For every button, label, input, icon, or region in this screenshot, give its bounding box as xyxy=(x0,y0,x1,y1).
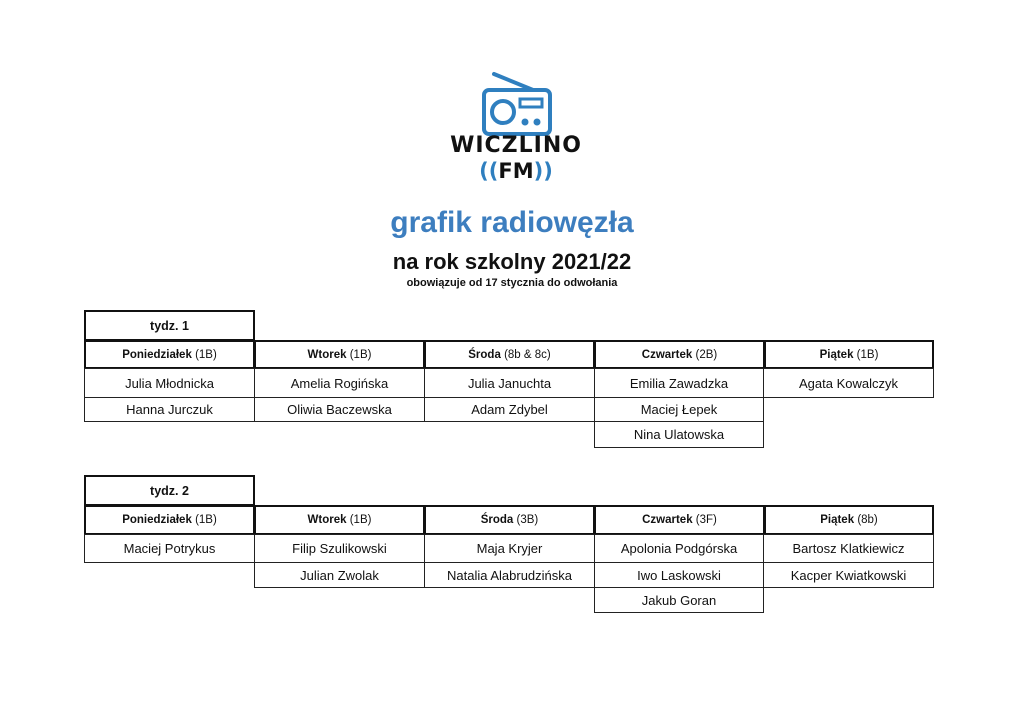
student-name: Iwo Laskowski xyxy=(594,562,764,588)
logo-fm xyxy=(440,159,592,183)
student-name: Julia Januchta xyxy=(424,368,595,398)
day-header: Środa (8b & 8c) xyxy=(424,340,595,369)
logo-fm-text: FM xyxy=(498,159,534,183)
week-label: tydz. 2 xyxy=(84,475,255,506)
signal-left-icon: (( xyxy=(479,159,499,183)
student-name: Bartosz Klatkiewicz xyxy=(763,534,934,563)
day-header: Poniedziałek (1B) xyxy=(84,505,255,535)
day-header: Środa (3B) xyxy=(424,505,595,535)
student-name: Maja Kryjer xyxy=(424,534,595,563)
logo-name: WICZLINO xyxy=(450,133,582,158)
student-name: Agata Kowalczyk xyxy=(763,368,934,398)
week-label: tydz. 1 xyxy=(84,310,255,341)
page-title: grafik radiowęzła xyxy=(390,206,634,239)
day-header: Wtorek (1B) xyxy=(254,505,425,535)
student-name: Adam Zdybel xyxy=(424,397,595,422)
validity-note: obowiązuje od 17 stycznia do odwołania xyxy=(406,277,618,289)
student-name: Nina Ulatowska xyxy=(594,421,764,448)
day-header: Piątek (1B) xyxy=(764,340,934,369)
student-name: Filip Szulikowski xyxy=(254,534,425,563)
student-name: Kacper Kwiatkowski xyxy=(763,562,934,588)
day-header: Piątek (8b) xyxy=(764,505,934,535)
day-header: Poniedziałek (1B) xyxy=(84,340,255,369)
student-name: Hanna Jurczuk xyxy=(84,397,255,422)
signal-right-icon: )) xyxy=(533,159,553,183)
student-name: Maciej Łepek xyxy=(594,397,764,422)
student-name: Emilia Zawadzka xyxy=(594,368,764,398)
page-subtitle: na rok szkolny 2021/22 xyxy=(392,249,632,274)
day-header: Czwartek (3F) xyxy=(594,505,765,535)
student-name: Jakub Goran xyxy=(594,587,764,613)
student-name: Oliwia Baczewska xyxy=(254,397,425,422)
student-name: Apolonia Podgórska xyxy=(594,534,764,563)
day-header: Czwartek (2B) xyxy=(594,340,765,369)
student-name: Julian Zwolak xyxy=(254,562,425,588)
student-name: Julia Młodnicka xyxy=(84,368,255,398)
student-name: Maciej Potrykus xyxy=(84,534,255,563)
day-header: Wtorek (1B) xyxy=(254,340,425,369)
student-name: Amelia Rogińska xyxy=(254,368,425,398)
student-name: Natalia Alabrudzińska xyxy=(424,562,595,588)
